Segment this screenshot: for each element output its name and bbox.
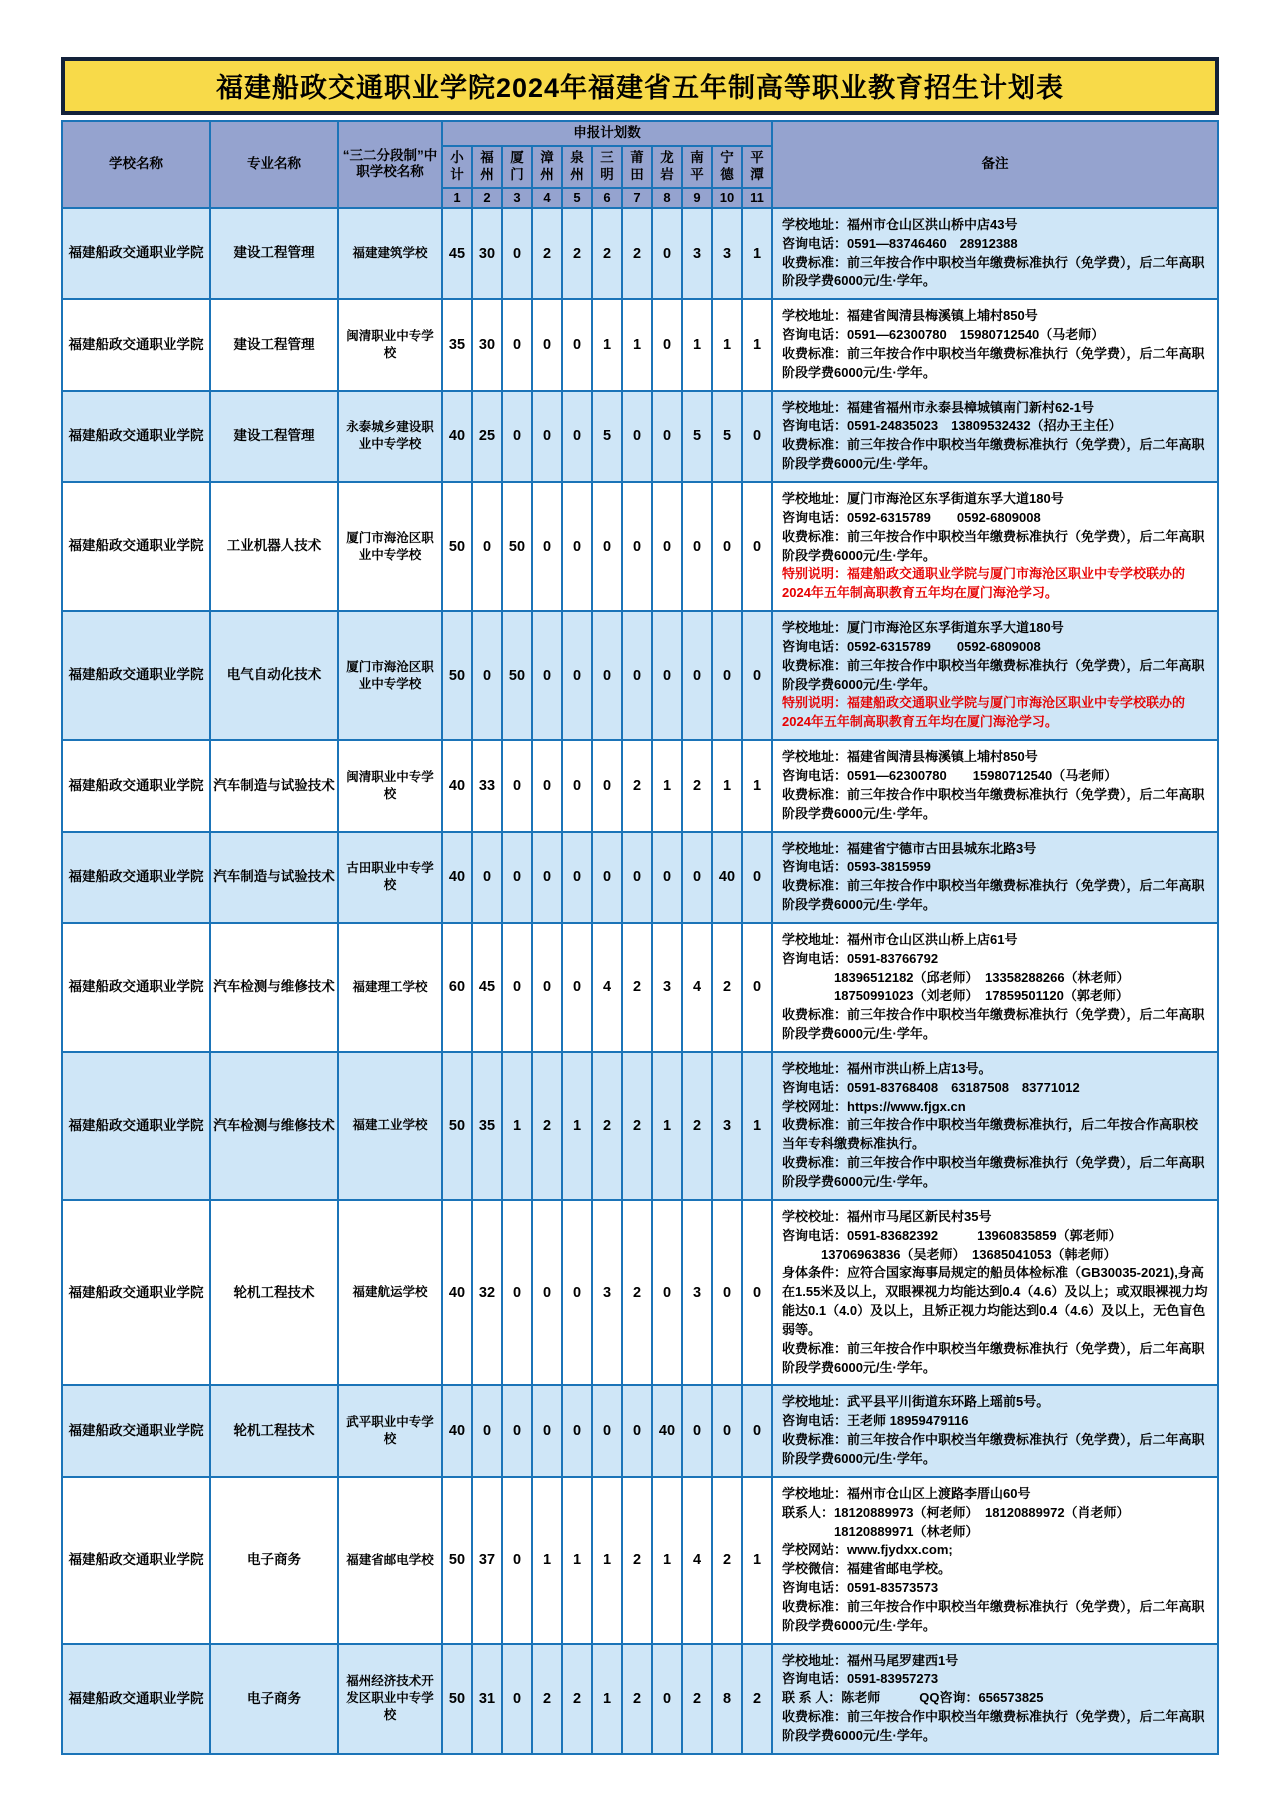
mid-school-cell: 厦门市海沧区职业中专学校: [338, 482, 442, 611]
plan-count-cell: 50: [442, 1644, 472, 1754]
table-row: [62, 1385, 1218, 1476]
plan-count-cell: 0: [682, 1385, 712, 1476]
table-row: [62, 208, 1218, 299]
plan-count-cell: 40: [442, 1385, 472, 1476]
plan-count-cell: 0: [532, 482, 562, 611]
plan-count-cell: 0: [742, 482, 772, 611]
mid-school-cell: 武平职业中专学校: [338, 1385, 442, 1476]
mid-school-cell: 福建建筑学校: [338, 208, 442, 299]
mid-school-cell: 福建航运学校: [338, 1200, 442, 1386]
plan-count-cell: 0: [502, 208, 532, 299]
plan-count-cell: 0: [652, 208, 682, 299]
plan-count-cell: 0: [472, 1385, 502, 1476]
plan-count-cell: 0: [592, 832, 622, 923]
plan-count-cell: 0: [622, 391, 652, 482]
plan-count-cell: 0: [532, 923, 562, 1052]
major-name-cell: 轮机工程技术: [210, 1200, 338, 1386]
major-name-cell: 建设工程管理: [210, 391, 338, 482]
school-name-cell: 福建船政交通职业学院: [62, 1200, 210, 1386]
plan-count-cell: 0: [652, 611, 682, 740]
remark-line: 学校微信：福建省邮电学校。: [782, 1561, 952, 1577]
remark-line: 收费标准：前三年按合作中职校当年缴费标准执行（免学费），后二年高职阶段学费6000元/生·学年。: [782, 657, 1205, 692]
remark-line: 收费标准：前三年按合作中职校当年缴费标准执行（免学费），后二年高职阶段学费6000元/生·学年。: [782, 1155, 1205, 1189]
remark-cell: [772, 1644, 1218, 1754]
plan-count-cell: 0: [622, 482, 652, 611]
plan-count-cell: 0: [562, 832, 592, 923]
plan-count-cell: 33: [472, 740, 502, 831]
plan-count-cell: 0: [742, 832, 772, 923]
major-name-cell: 汽车制造与试验技术: [210, 740, 338, 831]
plan-count-cell: 2: [682, 740, 712, 831]
plan-count-cell: 1: [622, 299, 652, 390]
plan-count-cell: 0: [652, 482, 682, 611]
plan-count-cell: 0: [592, 1385, 622, 1476]
plan-count-cell: 0: [622, 832, 652, 923]
remark-line: 学校网站：www.fjydxx.com;: [782, 1542, 953, 1558]
remark-cell: [772, 208, 1218, 299]
major-name-cell: 轮机工程技术: [210, 1385, 338, 1476]
header-col-index: 1: [442, 188, 472, 208]
remark-cell: [772, 1200, 1218, 1386]
plan-count-cell: 0: [502, 391, 532, 482]
plan-count-cell: 40: [712, 832, 742, 923]
remark-line: 学校地址：福建省福州市永泰县樟城镇南门新村62-1号: [782, 399, 1095, 415]
plan-count-cell: 0: [562, 923, 592, 1052]
plan-count-cell: 3: [652, 923, 682, 1052]
plan-count-cell: 2: [532, 208, 562, 299]
plan-count-cell: 1: [742, 1052, 772, 1200]
table-row: [62, 299, 1218, 390]
plan-count-cell: 2: [532, 1644, 562, 1754]
plan-count-cell: 2: [712, 923, 742, 1052]
plan-count-cell: 0: [532, 1200, 562, 1386]
plan-count-cell: 0: [682, 482, 712, 611]
plan-count-cell: 2: [622, 1200, 652, 1386]
plan-count-cell: 0: [742, 1200, 772, 1386]
remark-line: 学校校址：福州市马尾区新民村35号: [782, 1208, 992, 1224]
header-city: 泉州: [562, 146, 592, 188]
plan-count-cell: 3: [712, 1052, 742, 1200]
header-city: 宁德: [712, 146, 742, 188]
school-name-cell: 福建船政交通职业学院: [62, 1477, 210, 1644]
remark-line: 咨询电话：0591-24835023 13809532432（招办王主任）: [782, 418, 1122, 434]
header-mid-school-col: “三二分段制”中职学校名称: [338, 121, 442, 208]
major-name-cell: 电子商务: [210, 1644, 338, 1754]
table-row: [62, 1477, 1218, 1644]
header-city: 厦门: [502, 146, 532, 188]
school-name-cell: 福建船政交通职业学院: [62, 1052, 210, 1200]
remark-line: 咨询电话：0593-3815959: [782, 859, 931, 875]
remark-line: 学校地址：厦门市海沧区东孚街道东孚大道180号: [782, 620, 1064, 636]
plan-count-cell: 1: [502, 1052, 532, 1200]
plan-count-cell: 0: [652, 832, 682, 923]
plan-count-cell: 1: [562, 1477, 592, 1644]
major-name-cell: 工业机器人技术: [210, 482, 338, 611]
remark-line: 13706963836（吴老师） 13685041053（韩老师）: [782, 1246, 1117, 1262]
plan-count-cell: 3: [712, 208, 742, 299]
header-col-index: 4: [532, 188, 562, 208]
school-name-cell: 福建船政交通职业学院: [62, 923, 210, 1052]
header-plan-group: 申报计划数: [442, 121, 772, 146]
school-name-cell: 福建船政交通职业学院: [62, 1644, 210, 1754]
remark-line: 学校地址：福州市仓山区洪山桥中店43号: [782, 216, 1018, 232]
plan-count-cell: 1: [712, 740, 742, 831]
plan-count-cell: 25: [472, 391, 502, 482]
plan-count-cell: 30: [472, 208, 502, 299]
plan-count-cell: 2: [622, 1052, 652, 1200]
table-row: [62, 611, 1218, 740]
plan-count-cell: 0: [502, 1477, 532, 1644]
plan-count-cell: 1: [652, 1477, 682, 1644]
header-col-index: 3: [502, 188, 532, 208]
plan-count-cell: 1: [562, 1052, 592, 1200]
school-name-cell: 福建船政交通职业学院: [62, 482, 210, 611]
plan-count-cell: 0: [712, 1200, 742, 1386]
plan-count-cell: 0: [502, 923, 532, 1052]
remark-line: 咨询电话：0591—62300780 15980712540（马老师）: [782, 767, 1118, 783]
remark-line: 18120889971（林老师）: [782, 1523, 979, 1539]
header-col-index: 11: [742, 188, 772, 208]
school-name-cell: 福建船政交通职业学院: [62, 299, 210, 390]
plan-count-cell: 0: [622, 611, 652, 740]
table-header: [62, 121, 1218, 208]
major-name-cell: 建设工程管理: [210, 299, 338, 390]
remark-line: 联 系 人：陈老师 QQ咨询：656573825: [782, 1690, 1044, 1706]
plan-count-cell: 2: [532, 1052, 562, 1200]
mid-school-cell: 厦门市海沧区职业中专学校: [338, 611, 442, 740]
remark-line: 学校地址：武平县平川街道东环路上瑶前5号。: [782, 1394, 1050, 1410]
major-name-cell: 电子商务: [210, 1477, 338, 1644]
plan-count-cell: 50: [502, 611, 532, 740]
remark-cell: [772, 740, 1218, 831]
remark-line: 收费标准：前三年按合作中职校当年缴费标准执行（免学费），后二年高职阶段学费6000元/生·学年。: [782, 528, 1205, 563]
plan-count-cell: 2: [682, 1052, 712, 1200]
remark-cell: [772, 611, 1218, 740]
mid-school-cell: 福州经济技术开发区职业中专学校: [338, 1644, 442, 1754]
header-school-col: 学校名称: [62, 121, 210, 208]
plan-count-cell: 0: [532, 832, 562, 923]
major-name-cell: 汽车检测与维修技术: [210, 1052, 338, 1200]
remark-line: 咨询电话：0592-6315789 0592-6809008: [782, 638, 1041, 654]
remark-line: 学校地址：福建省闽清县梅溪镇上埔村850号: [782, 308, 1038, 324]
plan-count-cell: 0: [502, 1644, 532, 1754]
plan-count-cell: 1: [742, 1477, 772, 1644]
plan-count-cell: 0: [682, 611, 712, 740]
plan-count-cell: 0: [502, 1200, 532, 1386]
plan-count-cell: 2: [682, 1644, 712, 1754]
plan-count-cell: 40: [442, 740, 472, 831]
plan-count-cell: 5: [592, 391, 622, 482]
table-row: [62, 1644, 1218, 1754]
plan-count-cell: 0: [562, 740, 592, 831]
remark-line: 学校地址：福建省宁德市古田县城东北路3号: [782, 840, 1037, 856]
plan-count-cell: 2: [712, 1477, 742, 1644]
plan-count-cell: 1: [682, 299, 712, 390]
plan-count-cell: 0: [472, 611, 502, 740]
table-row: [62, 391, 1218, 482]
plan-count-cell: 0: [622, 1385, 652, 1476]
plan-count-cell: 0: [562, 611, 592, 740]
school-name-cell: 福建船政交通职业学院: [62, 611, 210, 740]
header-major-col: 专业名称: [210, 121, 338, 208]
remark-line: 18750991023（刘老师） 17859501120（郭老师）: [782, 988, 1129, 1004]
plan-count-cell: 0: [562, 482, 592, 611]
mid-school-cell: 福建工业学校: [338, 1052, 442, 1200]
plan-count-cell: 2: [622, 1644, 652, 1754]
major-name-cell: 汽车检测与维修技术: [210, 923, 338, 1052]
enrollment-plan-table: [61, 120, 1219, 1755]
remark-line: 收费标准：前三年按合作中职校当年缴费标准执行（免学费），后二年高职阶段学费6000元/生·学年。: [782, 1598, 1205, 1633]
special-note-line: 特别说明：福建船政交通职业学院与厦门市海沧区职业中专学校联办的2024年五年制高职教育五年均在厦门海沧学习。: [782, 566, 1186, 601]
major-name-cell: 汽车制造与试验技术: [210, 832, 338, 923]
plan-count-cell: 45: [442, 208, 472, 299]
remark-line: 咨询电话：0591-83573573: [782, 1580, 939, 1596]
plan-count-cell: 0: [532, 611, 562, 740]
plan-count-cell: 3: [682, 1200, 712, 1386]
header-col-index: 5: [562, 188, 592, 208]
school-name-cell: 福建船政交通职业学院: [62, 1385, 210, 1476]
plan-count-cell: 32: [472, 1200, 502, 1386]
plan-count-cell: 0: [742, 611, 772, 740]
plan-count-cell: 8: [712, 1644, 742, 1754]
plan-count-cell: 1: [742, 740, 772, 831]
plan-count-cell: 45: [472, 923, 502, 1052]
plan-count-cell: 0: [502, 832, 532, 923]
remark-cell: [772, 482, 1218, 611]
plan-count-cell: 0: [592, 482, 622, 611]
remark-cell: [772, 832, 1218, 923]
header-city: 小计: [442, 146, 472, 188]
plan-count-cell: 1: [712, 299, 742, 390]
plan-count-cell: 1: [652, 1052, 682, 1200]
plan-count-cell: 5: [712, 391, 742, 482]
remark-cell: [772, 923, 1218, 1052]
remark-line: 咨询电话：0591-83768408 63187508 83771012: [782, 1079, 1080, 1095]
plan-count-cell: 40: [442, 1200, 472, 1386]
school-name-cell: 福建船政交通职业学院: [62, 208, 210, 299]
header-city: 平潭: [742, 146, 772, 188]
plan-count-cell: 37: [472, 1477, 502, 1644]
plan-count-cell: 2: [562, 208, 592, 299]
mid-school-cell: 古田职业中专学校: [338, 832, 442, 923]
remark-line: 收费标准：前三年按合作中职校当年缴费标准执行（免学费），后二年高职阶段学费6000元/生·学年。: [782, 786, 1205, 821]
plan-count-cell: 40: [442, 832, 472, 923]
remark-line: 收费标准：前三年按合作中职校当年缴费标准执行（免学费），后二年高职阶段学费6000元/生·学年。: [782, 1709, 1205, 1743]
plan-count-cell: 1: [742, 208, 772, 299]
plan-count-cell: 0: [652, 1644, 682, 1754]
header-col-index: 7: [622, 188, 652, 208]
plan-count-cell: 0: [472, 482, 502, 611]
plan-count-cell: 4: [682, 1477, 712, 1644]
plan-count-cell: 40: [652, 1385, 682, 1476]
remark-line: 咨询电话：0591—62300780 15980712540（马老师）: [782, 327, 1105, 343]
plan-count-cell: 0: [472, 832, 502, 923]
remark-line: 收费标准：前三年按合作中职校当年缴费标准执行（免学费），后二年高职阶段学费6000元/生·学年。: [782, 1340, 1205, 1375]
plan-count-cell: 1: [652, 740, 682, 831]
remark-line: 收费标准：前三年按合作中职校当年缴费标准执行（免学费），后二年高职阶段学费6000元/生·学年。: [782, 437, 1205, 472]
header-col-index: 10: [712, 188, 742, 208]
header-city: 莆田: [622, 146, 652, 188]
remark-line: 收费标准：前三年按合作中职校当年缴费标准执行（免学费），后二年高职阶段学费6000元/生·学年。: [782, 1007, 1205, 1042]
mid-school-cell: 福建省邮电学校: [338, 1477, 442, 1644]
table-row: [62, 740, 1218, 831]
table-row: [62, 1052, 1218, 1200]
table-body: [62, 208, 1218, 1754]
plan-count-cell: 0: [682, 832, 712, 923]
plan-count-cell: 50: [442, 611, 472, 740]
plan-count-cell: 0: [742, 391, 772, 482]
remark-cell: [772, 299, 1218, 390]
plan-count-cell: 50: [502, 482, 532, 611]
plan-count-cell: 30: [472, 299, 502, 390]
table-row: [62, 923, 1218, 1052]
plan-count-cell: 2: [592, 1052, 622, 1200]
plan-count-cell: 1: [532, 1477, 562, 1644]
header-city: 漳州: [532, 146, 562, 188]
plan-count-cell: 31: [472, 1644, 502, 1754]
plan-count-cell: 1: [592, 1477, 622, 1644]
plan-count-cell: 0: [562, 391, 592, 482]
school-name-cell: 福建船政交通职业学院: [62, 740, 210, 831]
table-row: [62, 1200, 1218, 1386]
header-city: 三明: [592, 146, 622, 188]
plan-count-cell: 50: [442, 1477, 472, 1644]
school-name-cell: 福建船政交通职业学院: [62, 391, 210, 482]
table-row: [62, 482, 1218, 611]
plan-count-cell: 0: [562, 1385, 592, 1476]
remark-line: 身体条件：应符合国家海事局规定的船员体检标准（GB30035-2021),身高在1.55米及以上，双眼裸视力均能达到0.4（4.6）及以上；或双眼裸视力均能达0.1（4.0）及以上，且矫正视力均能达到0.4（4.6）及以上，无色盲色弱等。: [782, 1265, 1208, 1337]
table-row: [62, 832, 1218, 923]
plan-count-cell: 0: [532, 299, 562, 390]
header-remark-col: 备注: [772, 121, 1218, 208]
remark-line: 收费标准：前三年按合作中职校当年缴费标准执行（免学费），后二年高职阶段学费6000元/生·学年。: [782, 254, 1205, 289]
plan-count-cell: 35: [442, 299, 472, 390]
remark-line: 收费标准：前三年按合作中职校当年缴费标准执行（免学费），后二年高职阶段学费6000元/生·学年。: [782, 1432, 1205, 1466]
plan-count-cell: 0: [592, 611, 622, 740]
header-col-index: 8: [652, 188, 682, 208]
plan-count-cell: 4: [682, 923, 712, 1052]
remark-line: 18396512182（邱老师） 13358288266（林老师）: [782, 969, 1130, 985]
remark-cell: [772, 1477, 1218, 1644]
header-col-index: 2: [472, 188, 502, 208]
plan-count-cell: 3: [682, 208, 712, 299]
plan-count-cell: 1: [592, 299, 622, 390]
remark-line: 咨询电话：0591-83682392 13960835859（郭老师）: [782, 1227, 1122, 1243]
plan-count-cell: 5: [682, 391, 712, 482]
plan-count-cell: 0: [562, 299, 592, 390]
plan-count-cell: 0: [742, 1385, 772, 1476]
mid-school-cell: 福建理工学校: [338, 923, 442, 1052]
plan-count-cell: 1: [742, 299, 772, 390]
major-name-cell: 电气自动化技术: [210, 611, 338, 740]
remark-line: 学校地址：福建省闽清县梅溪镇上埔村850号: [782, 749, 1038, 765]
plan-count-cell: 0: [532, 1385, 562, 1476]
remark-line: 咨询电话：王老师 18959479116: [782, 1413, 969, 1429]
header-col-index: 9: [682, 188, 712, 208]
remark-line: 收费标准：前三年按合作中职校当年缴费标准执行（免学费），后二年高职阶段学费6000元/生·学年。: [782, 345, 1205, 380]
plan-count-cell: 0: [502, 299, 532, 390]
header-city: 南平: [682, 146, 712, 188]
plan-count-cell: 2: [622, 208, 652, 299]
header-col-index: 6: [592, 188, 622, 208]
plan-count-cell: 4: [592, 923, 622, 1052]
remark-cell: [772, 1385, 1218, 1476]
major-name-cell: 建设工程管理: [210, 208, 338, 299]
mid-school-cell: 闽清职业中专学校: [338, 299, 442, 390]
mid-school-cell: 闽清职业中专学校: [338, 740, 442, 831]
plan-count-cell: 60: [442, 923, 472, 1052]
plan-count-cell: 50: [442, 1052, 472, 1200]
header-city: 龙岩: [652, 146, 682, 188]
plan-count-cell: 3: [592, 1200, 622, 1386]
plan-count-cell: 0: [712, 611, 742, 740]
plan-count-cell: 2: [622, 740, 652, 831]
plan-count-cell: 0: [502, 1385, 532, 1476]
remark-line: 收费标准：前三年按合作中职校当年缴费标准执行，后二年按合作高职校当年专科缴费标准执行。: [782, 1117, 1199, 1152]
remark-line: 咨询电话：0591-83957273: [782, 1671, 939, 1687]
plan-count-cell: 2: [592, 208, 622, 299]
remark-line: 咨询电话：0591—83746460 28912388: [782, 235, 1018, 251]
plan-count-cell: 35: [472, 1052, 502, 1200]
plan-count-cell: 0: [652, 299, 682, 390]
remark-line: 收费标准：前三年按合作中职校当年缴费标准执行（免学费），后二年高职阶段学费6000元/生·学年。: [782, 878, 1205, 913]
remark-line: 学校地址：福州市洪山桥上店13号。: [782, 1060, 992, 1076]
plan-count-cell: 0: [532, 391, 562, 482]
remark-line: 联系人：18120889973（柯老师） 18120889972（肖老师）: [782, 1504, 1130, 1520]
plan-count-cell: 0: [502, 740, 532, 831]
school-name-cell: 福建船政交通职业学院: [62, 832, 210, 923]
mid-school-cell: 永泰城乡建设职业中专学校: [338, 391, 442, 482]
remark-line: 学校地址：厦门市海沧区东孚街道东孚大道180号: [782, 491, 1064, 506]
plan-count-cell: 0: [652, 391, 682, 482]
plan-count-cell: 0: [652, 1200, 682, 1386]
remark-cell: [772, 391, 1218, 482]
plan-count-cell: 40: [442, 391, 472, 482]
plan-count-cell: 0: [712, 1385, 742, 1476]
header-city: 福州: [472, 146, 502, 188]
plan-count-cell: 1: [592, 1644, 622, 1754]
plan-count-cell: 50: [442, 482, 472, 611]
remark-cell: [772, 1052, 1218, 1200]
remark-line: 学校地址：福州市仓山区洪山桥上店61号: [782, 931, 1018, 947]
remark-line: 学校地址：福州马尾罗建西1号: [782, 1652, 959, 1668]
plan-count-cell: 0: [742, 923, 772, 1052]
plan-count-cell: 0: [712, 482, 742, 611]
plan-count-cell: 2: [622, 1477, 652, 1644]
special-note-line: 特别说明：福建船政交通职业学院与厦门市海沧区职业中专学校联办的2024年五年制高职教育五年均在厦门海沧学习。: [782, 695, 1186, 730]
remark-line: 咨询电话：0592-6315789 0592-6809008: [782, 509, 1041, 525]
remark-line: 咨询电话：0591-83766792: [782, 950, 939, 966]
page-title: 福建船政交通职业学院2024年福建省五年制高等职业教育招生计划表: [61, 57, 1219, 115]
plan-count-cell: 2: [742, 1644, 772, 1754]
plan-count-cell: 0: [562, 1200, 592, 1386]
remark-line: 学校地址：福州市仓山区上渡路李厝山60号: [782, 1485, 1031, 1501]
plan-count-cell: 0: [592, 740, 622, 831]
plan-count-cell: 2: [622, 923, 652, 1052]
remark-line: 学校网址：https://www.fjgx.cn: [782, 1098, 966, 1114]
plan-count-cell: 2: [562, 1644, 592, 1754]
plan-count-cell: 0: [532, 740, 562, 831]
